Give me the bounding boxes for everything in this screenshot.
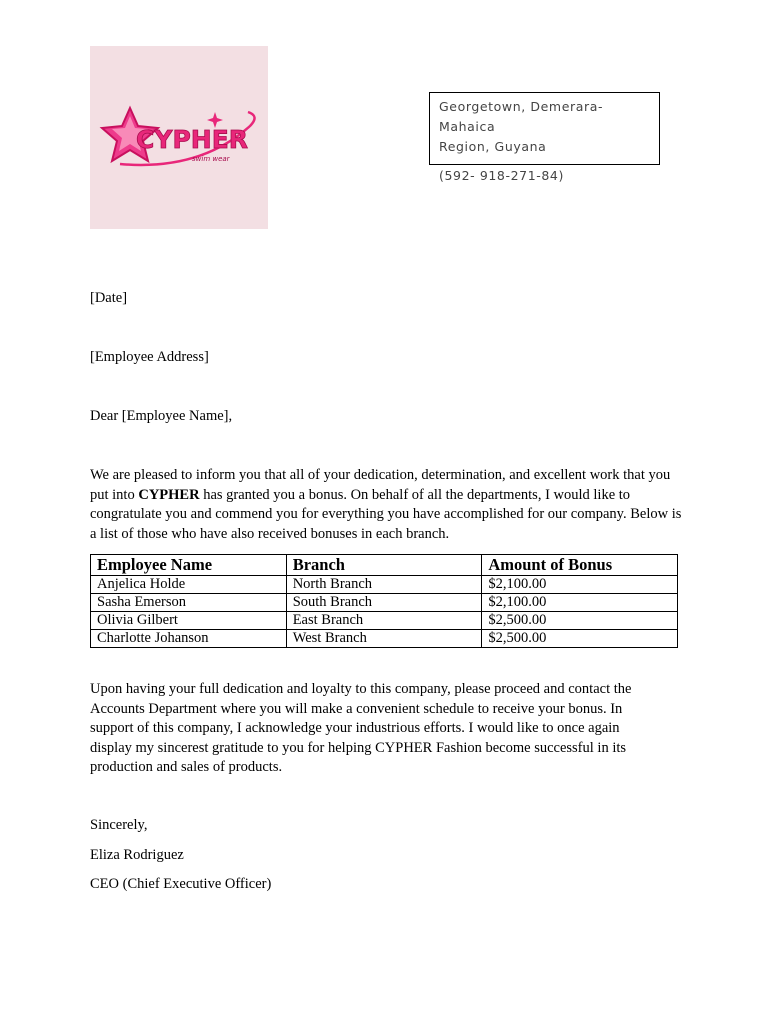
salutation: Dear [Employee Name], bbox=[90, 408, 233, 424]
date-placeholder: [Date] bbox=[90, 290, 128, 306]
cell-amount: $2,500.00 bbox=[482, 612, 678, 630]
cell-employee-name: Charlotte Johanson bbox=[91, 630, 287, 648]
header-branch: Branch bbox=[286, 555, 482, 576]
table-row bbox=[91, 576, 678, 594]
address-line-1: Georgetown, Demerara-Mahaica bbox=[439, 99, 604, 134]
intro-brand-name: CYPHER bbox=[138, 486, 200, 503]
company-logo bbox=[90, 46, 268, 229]
cell-employee-name: Sasha Emerson bbox=[91, 594, 287, 612]
table-row bbox=[91, 612, 678, 630]
table-row bbox=[91, 594, 678, 612]
address-line-2: Region, Guyana bbox=[439, 139, 547, 154]
cell-amount: $2,100.00 bbox=[482, 594, 678, 612]
table-header-row bbox=[91, 555, 678, 576]
cell-branch: South Branch bbox=[286, 594, 482, 612]
header-amount: Amount of Bonus bbox=[482, 555, 678, 576]
bonus-table bbox=[90, 554, 678, 648]
header-employee-name: Employee Name bbox=[91, 555, 287, 576]
signer-title: CEO (Chief Executive Officer) bbox=[90, 876, 272, 892]
phone-number: (592- 918-271-84) bbox=[439, 168, 564, 183]
cell-employee-name: Olivia Gilbert bbox=[91, 612, 287, 630]
logo-tagline: swim wear bbox=[192, 155, 230, 163]
company-address-box bbox=[429, 92, 660, 183]
closing-paragraph: Upon having your full dedication and loyalty to this company, please proceed and contact the Accounts Department where you will make a convenient schedule to receive your bonus. In support of this company, I acknowledge your industrious efforts. I would like to once again display my sincerest gratitude to you for helping CYPHER Fashion become successful in its production and sales of products. bbox=[90, 681, 632, 775]
cell-amount: $2,100.00 bbox=[482, 576, 678, 594]
intro-paragraph bbox=[90, 466, 682, 544]
signoff: Sincerely, bbox=[90, 817, 148, 833]
cell-amount: $2,500.00 bbox=[482, 630, 678, 648]
logo-brand-text: CYPHER bbox=[136, 125, 249, 154]
cell-employee-name: Anjelica Holde bbox=[91, 576, 287, 594]
cell-branch: East Branch bbox=[286, 612, 482, 630]
intro-text-end: has granted you a bonus. On behalf of all the departments, I would like to congratulate you and commend you for everything you have accomplished for our company. Below is a list of those who have also received bonuses in each branch. bbox=[90, 486, 682, 542]
logo-graphic bbox=[90, 46, 268, 229]
cell-branch: North Branch bbox=[286, 576, 482, 594]
signer-name: Eliza Rodriguez bbox=[90, 847, 184, 863]
cell-branch: West Branch bbox=[286, 630, 482, 648]
employee-address-placeholder: [Employee Address] bbox=[90, 349, 209, 365]
intro-text-start: We are pleased to inform you that all of your dedication, determination, and excellent work that you put into bbox=[90, 467, 671, 503]
table-row bbox=[91, 630, 678, 648]
